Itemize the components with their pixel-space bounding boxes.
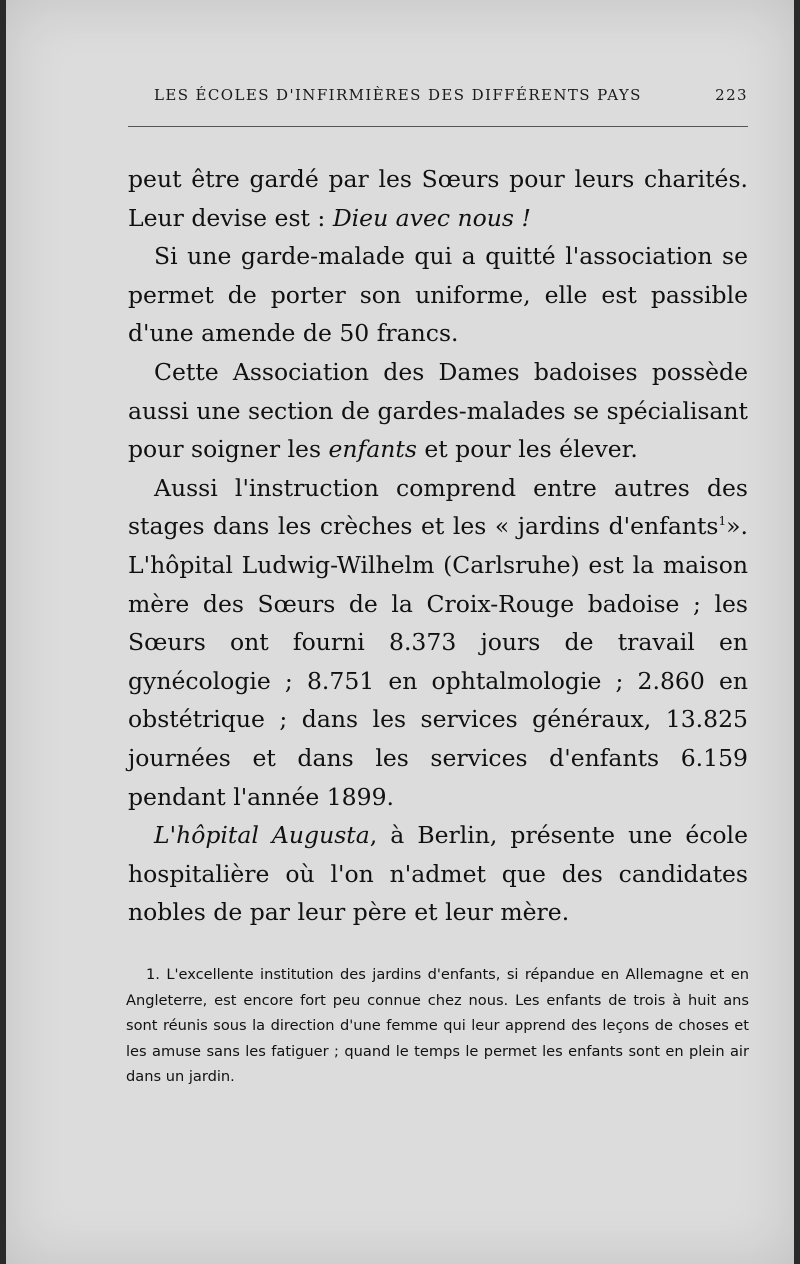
footnote-ref: 1 [718, 514, 727, 529]
paragraph-1 [128, 160, 748, 237]
page-number: 223 [715, 86, 748, 104]
hospital-name: L'hôpital Augusta [154, 821, 370, 850]
paragraph-4-text: Aussi l'instruction comprend entre autres des stages dans les crèches et les « jardins d'enfants [128, 473, 748, 541]
emphasis-enfants: enfants [328, 435, 417, 464]
header-rule [128, 126, 748, 127]
paragraph-5-text: , à Berlin, présente une école hospitalière où l'on n'admet que des candidates nobles de par leur père et leur mère. [128, 821, 748, 927]
running-header [154, 86, 748, 104]
motto: Dieu avec nous ! [332, 203, 531, 232]
running-title: LES ÉCOLES D'INFIRMIÈRES DES DIFFÉRENTS PAYS [154, 86, 642, 104]
body-text [128, 160, 748, 932]
book-page [6, 0, 794, 1264]
paragraph-1-text: peut être gardé par les Sœurs pour leurs charités. Leur devise est : [128, 165, 748, 232]
paragraph-3 [128, 353, 748, 469]
paragraph-4 [128, 469, 748, 816]
footnote-text: 1. L'excellente institution des jardins d'enfants, si répandue en Allemagne et en Angleterre, est encore fort peu connue chez nous. Les enfants de trois à huit ans sont réunis sous la direction d'une femme qui leur apprend des leçons de choses et les amuse sans les fatiguer ; quand le temps le permet les enfants sont en plein air dans un jardin. [126, 966, 749, 1085]
paragraph-2: Si une garde-malade qui a quitté l'association se permet de porter son uniforme, elle est passible d'une amende de 50 francs. [128, 242, 748, 348]
paragraph-5 [128, 816, 748, 932]
paragraph-3-text: Cette Association des Dames badoises possède aussi une section de gardes-malades se spécialisant pour soigner les [128, 357, 748, 464]
footnote [126, 962, 749, 1090]
paragraph-4-end: ». L'hôpital Ludwig-Wilhelm (Carlsruhe) est la maison mère des Sœurs de la Croix-Rouge badoise ; les Sœurs ont fourni 8.373 jours de travail en gynécologie ; 8.751 en ophtalmologie ; 2.860 en obstétrique ; dans les services généraux, 13.825 journées et dans les services d'enfants 6.159 pendant l'année 1899. [128, 512, 748, 811]
paragraph-3-end: et pour les élever. [416, 435, 638, 464]
